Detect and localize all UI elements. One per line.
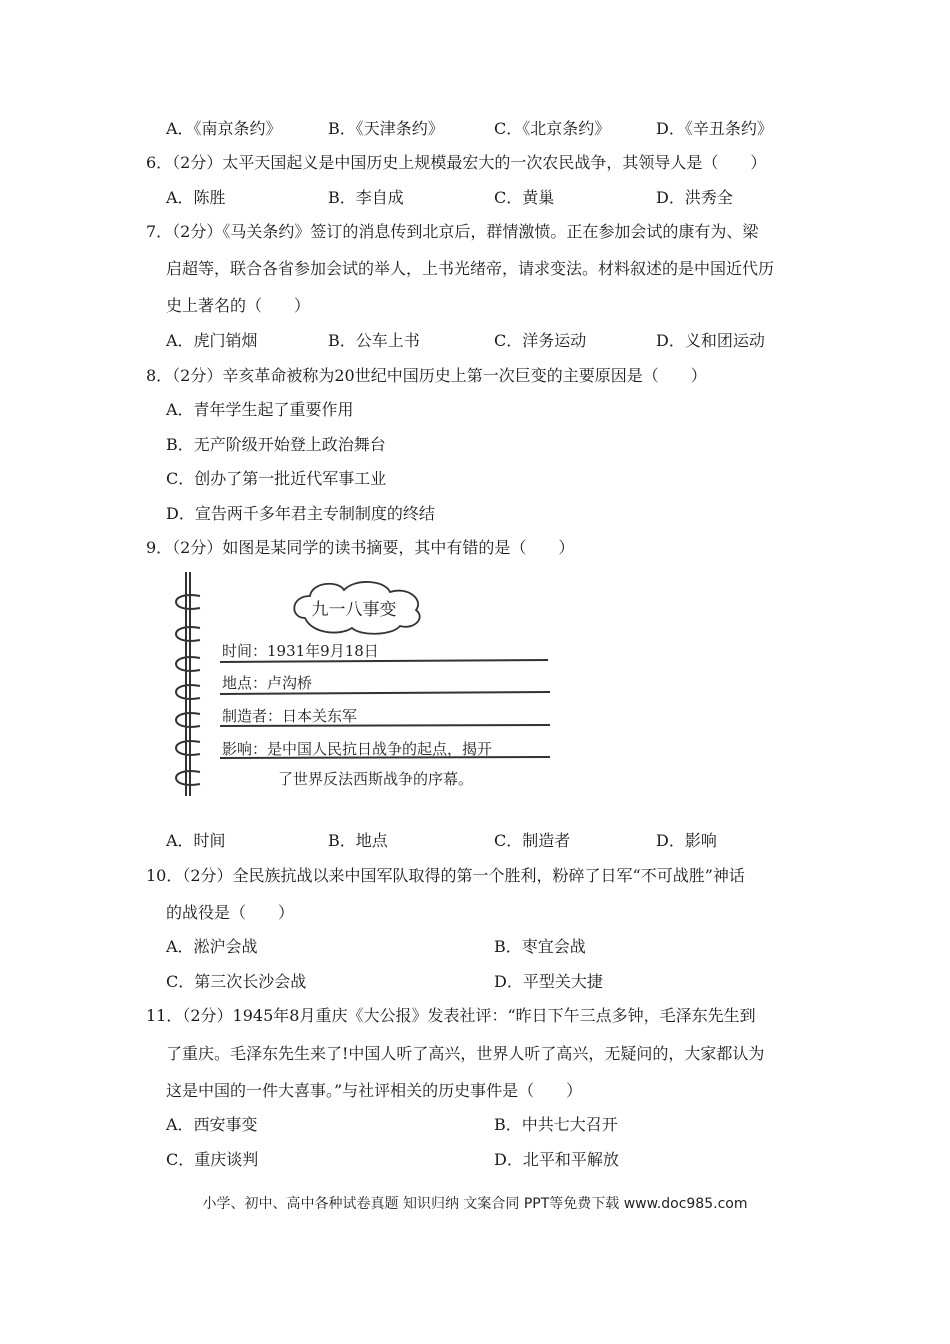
figure-maker: 制造者：日本关东军	[222, 707, 358, 725]
figure-title: 九一八事变	[311, 600, 397, 620]
q11-option-d: D．北平和平解放	[494, 1150, 619, 1169]
spiral-binding	[176, 572, 200, 796]
figure-place: 地点：卢沟桥	[222, 674, 313, 692]
q11-line-3: 这是中国的一件大喜事。”与社评相关的历史事件是（ ）	[166, 1081, 583, 1100]
figure-impact-line-1: 影响：是中国人民抗日战争的起点，揭开	[222, 740, 493, 758]
q5-option-c: C．《北京条约》	[494, 119, 611, 138]
q10-option-d: D．平型关大捷	[494, 972, 603, 991]
q11-option-b: B．中共七大召开	[494, 1115, 618, 1134]
q11-line-1: 11．（2分）1945年8月重庆《大公报》发表社评：“昨日下午三点多钟，毛泽东先生到	[146, 1006, 756, 1025]
q10-line-2: 的战役是（ ）	[166, 903, 295, 922]
q6-option-a: A．陈胜	[166, 188, 226, 207]
q8-option-a: A．青年学生起了重要作用	[166, 400, 354, 419]
q6-stem: 6．（2分）太平天国起义是中国历史上规模最宏大的一次农民战争，其领导人是（ ）	[146, 153, 767, 172]
q8-option-d: D．宣告两千多年君主专制制度的终结	[166, 504, 435, 523]
q7-line-1: 7．（2分）《马关条约》签订的消息传到北京后，群情激愤。正在参加会试的康有为、梁	[146, 222, 759, 241]
q6-option-c: C．黄巢	[494, 188, 555, 207]
q10-line-1: 10．（2分）全民族抗战以来中国军队取得的第一个胜利，粉碎了日军“不可战胜”神话	[146, 866, 745, 885]
page-footer: 小学、初中、高中各种试卷真题 知识归纳 文案合同 PPT等免费下载 www.doc985.com	[202, 1196, 748, 1212]
q9-option-a: A．时间	[166, 831, 226, 850]
q10-option-b: B．枣宜会战	[494, 937, 586, 956]
notebook-illustration	[160, 568, 560, 800]
reading-notes-figure	[160, 568, 560, 800]
q8-stem: 8．（2分）辛亥革命被称为20世纪中国历史上第一次巨变的主要原因是（ ）	[146, 366, 707, 385]
q11-line-2: 了重庆。毛泽东先生来了!中国人听了高兴，世界人听了高兴，无疑问的，大家都认为	[166, 1044, 765, 1063]
q9-option-d: D．影响	[656, 831, 717, 850]
q6-option-d: D．洪秀全	[656, 188, 733, 207]
q7-line-3: 史上著名的（ ）	[166, 296, 311, 315]
q9-stem: 9．（2分）如图是某同学的读书摘要，其中有错的是（ ）	[146, 538, 575, 557]
q11-option-a: A．西安事变	[166, 1115, 258, 1134]
q7-option-c: C．洋务运动	[494, 331, 587, 350]
q9-option-c: C．制造者	[494, 831, 571, 850]
q10-option-c: C．第三次长沙会战	[166, 972, 307, 991]
q9-option-b: B．地点	[328, 831, 388, 850]
q7-line-2: 启超等，联合各省参加会试的举人，上书光绪帝，请求变法。材料叙述的是中国近代历	[166, 259, 775, 278]
q5-option-d: D．《辛丑条约》	[656, 119, 773, 138]
q8-option-c: C．创办了第一批近代军事工业	[166, 469, 387, 488]
q10-option-a: A．淞沪会战	[166, 937, 258, 956]
q5-option-a: A．《南京条约》	[166, 119, 282, 138]
q7-option-d: D．义和团运动	[656, 331, 765, 350]
q8-option-b: B．无产阶级开始登上政治舞台	[166, 435, 386, 454]
q6-option-b: B．李自成	[328, 188, 404, 207]
figure-impact-line-2: 了世界反法西斯战争的序幕。	[278, 770, 474, 788]
q7-option-b: B．公车上书	[328, 331, 420, 350]
q7-option-a: A．虎门销烟	[166, 331, 258, 350]
figure-time: 时间：1931年9月18日	[222, 642, 379, 660]
q5-option-b: B．《天津条约》	[328, 119, 444, 138]
q11-option-c: C．重庆谈判	[166, 1150, 259, 1169]
